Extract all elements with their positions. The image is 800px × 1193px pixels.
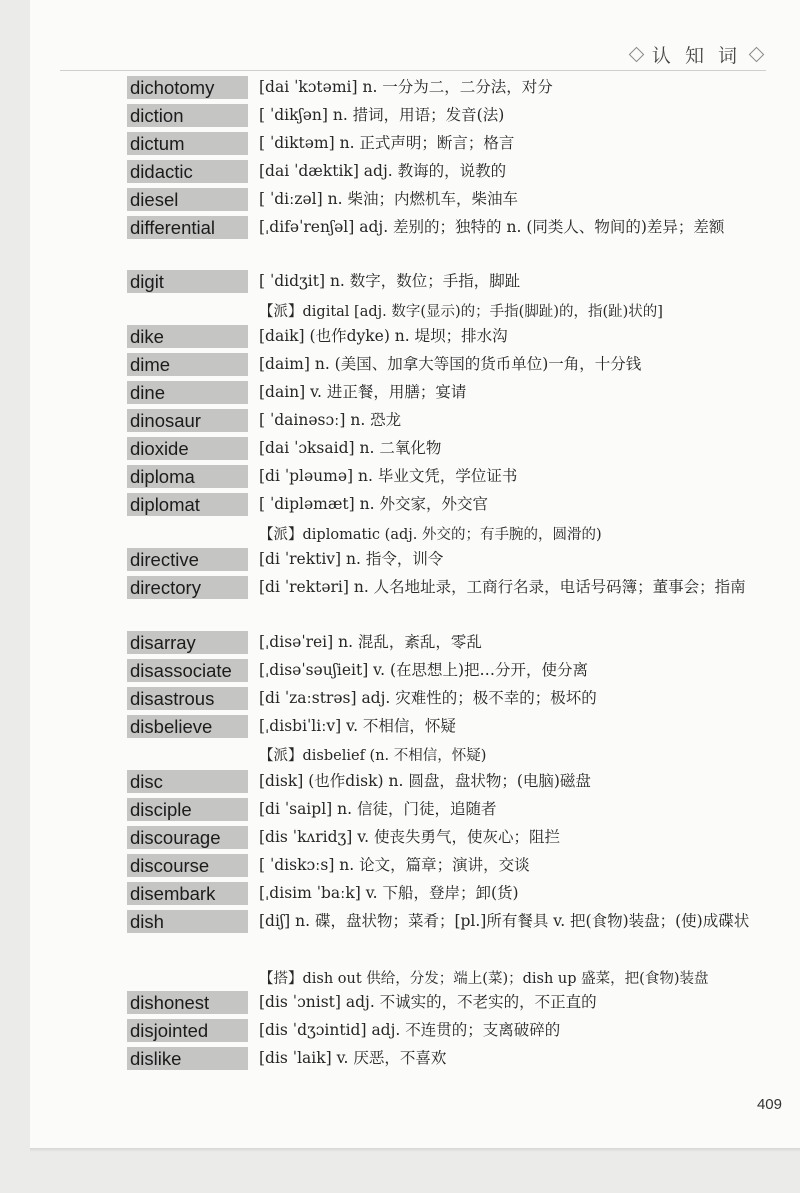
headword: diction: [127, 104, 248, 127]
note-text: 【派】diplomatic (adj. 外交的；有手腕的，圆滑的): [259, 527, 602, 543]
headword: diesel: [127, 188, 248, 211]
headword: directive: [127, 548, 248, 571]
headword: dishonest: [127, 991, 248, 1014]
definition: [ ˈdiːzəl] n. 柴油；内燃机车，柴油车: [259, 190, 518, 208]
headword: disassociate: [127, 659, 248, 682]
headword: dichotomy: [127, 76, 248, 99]
definition: [ˌdisbiˈliːv] v. 不相信，怀疑: [259, 717, 456, 735]
section-header: [627, 40, 766, 68]
headword: disastrous: [127, 687, 248, 710]
headword: dish: [127, 910, 248, 933]
definition: [diʃ] n. 碟，盘状物；菜肴；[pl.]所有餐具 v. 把(食物)装盘；(使)成碟状: [259, 912, 750, 930]
definition: [daim] n. (美国、加拿大等国的货币单位)一角，十分钱: [259, 355, 642, 373]
headword: diplomat: [127, 493, 248, 516]
headword: digit: [127, 270, 248, 293]
definition: [dis ˈkʌridʒ] v. 使丧失勇气，使灰心；阻拦: [259, 828, 561, 846]
definition: [ ˈdipləmæt] n. 外交家，外交官: [259, 495, 488, 513]
definition: [dis ˈlaik] v. 厌恶，不喜欢: [259, 1049, 447, 1067]
definition: [ ˈdiktəm] n. 正式声明；断言；格言: [259, 134, 515, 152]
definition: [dis ˈɔnist] adj. 不诚实的，不老实的，不正直的: [259, 993, 597, 1011]
definition: [ˌdifəˈrenʃəl] adj. 差别的；独特的 n. (同类人、物间的)差异；差额: [259, 218, 725, 236]
definition: [disk] (也作disk) n. 圆盘，盘状物；(电脑)磁盘: [259, 772, 591, 790]
headword: discourage: [127, 826, 248, 849]
definition: [dain] v. 进正餐，用膳；宴请: [259, 383, 467, 401]
header-rule: [60, 70, 766, 71]
headword: didactic: [127, 160, 248, 183]
note-text: 【搭】dish out 供给，分发；端上(菜)；dish up 盛菜，把(食物)装盘: [259, 971, 709, 987]
headword: disarray: [127, 631, 248, 654]
note-text: 【派】disbelief (n. 不相信，怀疑): [259, 748, 487, 764]
headword: dioxide: [127, 437, 248, 460]
headword: diploma: [127, 465, 248, 488]
definition: [di ˈrektiv] n. 指令，训令: [259, 550, 444, 568]
page-shadow: [30, 1148, 800, 1152]
headword: dike: [127, 325, 248, 348]
headword: directory: [127, 576, 248, 599]
diamond-icon: [749, 46, 765, 62]
definition: [ˌdisəˈrei] n. 混乱，紊乱，零乱: [259, 633, 482, 651]
definition: [di ˈzaːstrəs] adj. 灾难性的；极不幸的；极坏的: [259, 689, 597, 707]
definition: [dai ˈdæktik] adj. 教诲的，说教的: [259, 162, 507, 180]
section-title: 认 知 词: [651, 44, 741, 67]
definition: [ ˈdidʒit] n. 数字，数位；手指，脚趾: [259, 272, 521, 290]
headword: disembark: [127, 882, 248, 905]
definition: [ ˈdainəsɔː] n. 恐龙: [259, 411, 402, 429]
headword: dislike: [127, 1047, 248, 1070]
page-number: 409: [756, 1096, 782, 1113]
headword: disciple: [127, 798, 248, 821]
headword: disbelieve: [127, 715, 248, 738]
definition: [di ˈrektəri] n. 人名地址录，工商行名录，电话号码簿；董事会；指南: [259, 578, 746, 596]
definition: [di ˈsaipl] n. 信徒，门徒，追随者: [259, 800, 497, 818]
diamond-icon: [629, 46, 645, 62]
headword: dime: [127, 353, 248, 376]
headword: differential: [127, 216, 248, 239]
definition: [ ˈdiskɔːs] n. 论文，篇章；演讲，交谈: [259, 856, 530, 874]
headword: disjointed: [127, 1019, 248, 1042]
headword: disc: [127, 770, 248, 793]
definition: [daik] (也作dyke) n. 堤坝；排水沟: [259, 327, 508, 345]
definition: [ ˈdikʃən] n. 措词，用语；发音(法): [259, 106, 505, 124]
headword: dinosaur: [127, 409, 248, 432]
note-text: 【派】digital [adj. 数字(显示)的；手指(脚趾)的，指(趾)状的]: [259, 304, 663, 320]
headword: dictum: [127, 132, 248, 155]
definition: [dis ˈdʒɔintid] adj. 不连贯的；支离破碎的: [259, 1021, 561, 1039]
headword: dine: [127, 381, 248, 404]
definition: [ˌdisəˈsəuʃieit] v. (在思想上)把…分开，使分离: [259, 661, 589, 679]
definition: [dai ˈɔksaid] n. 二氧化物: [259, 439, 442, 457]
headword: discourse: [127, 854, 248, 877]
definition: [di ˈpləumə] n. 毕业文凭，学位证书: [259, 467, 518, 485]
definition: [ˌdisim ˈbaːk] v. 下船，登岸；卸(货): [259, 884, 519, 902]
definition: [dai ˈkɔtəmi] n. 一分为二，二分法，对分: [259, 78, 553, 96]
